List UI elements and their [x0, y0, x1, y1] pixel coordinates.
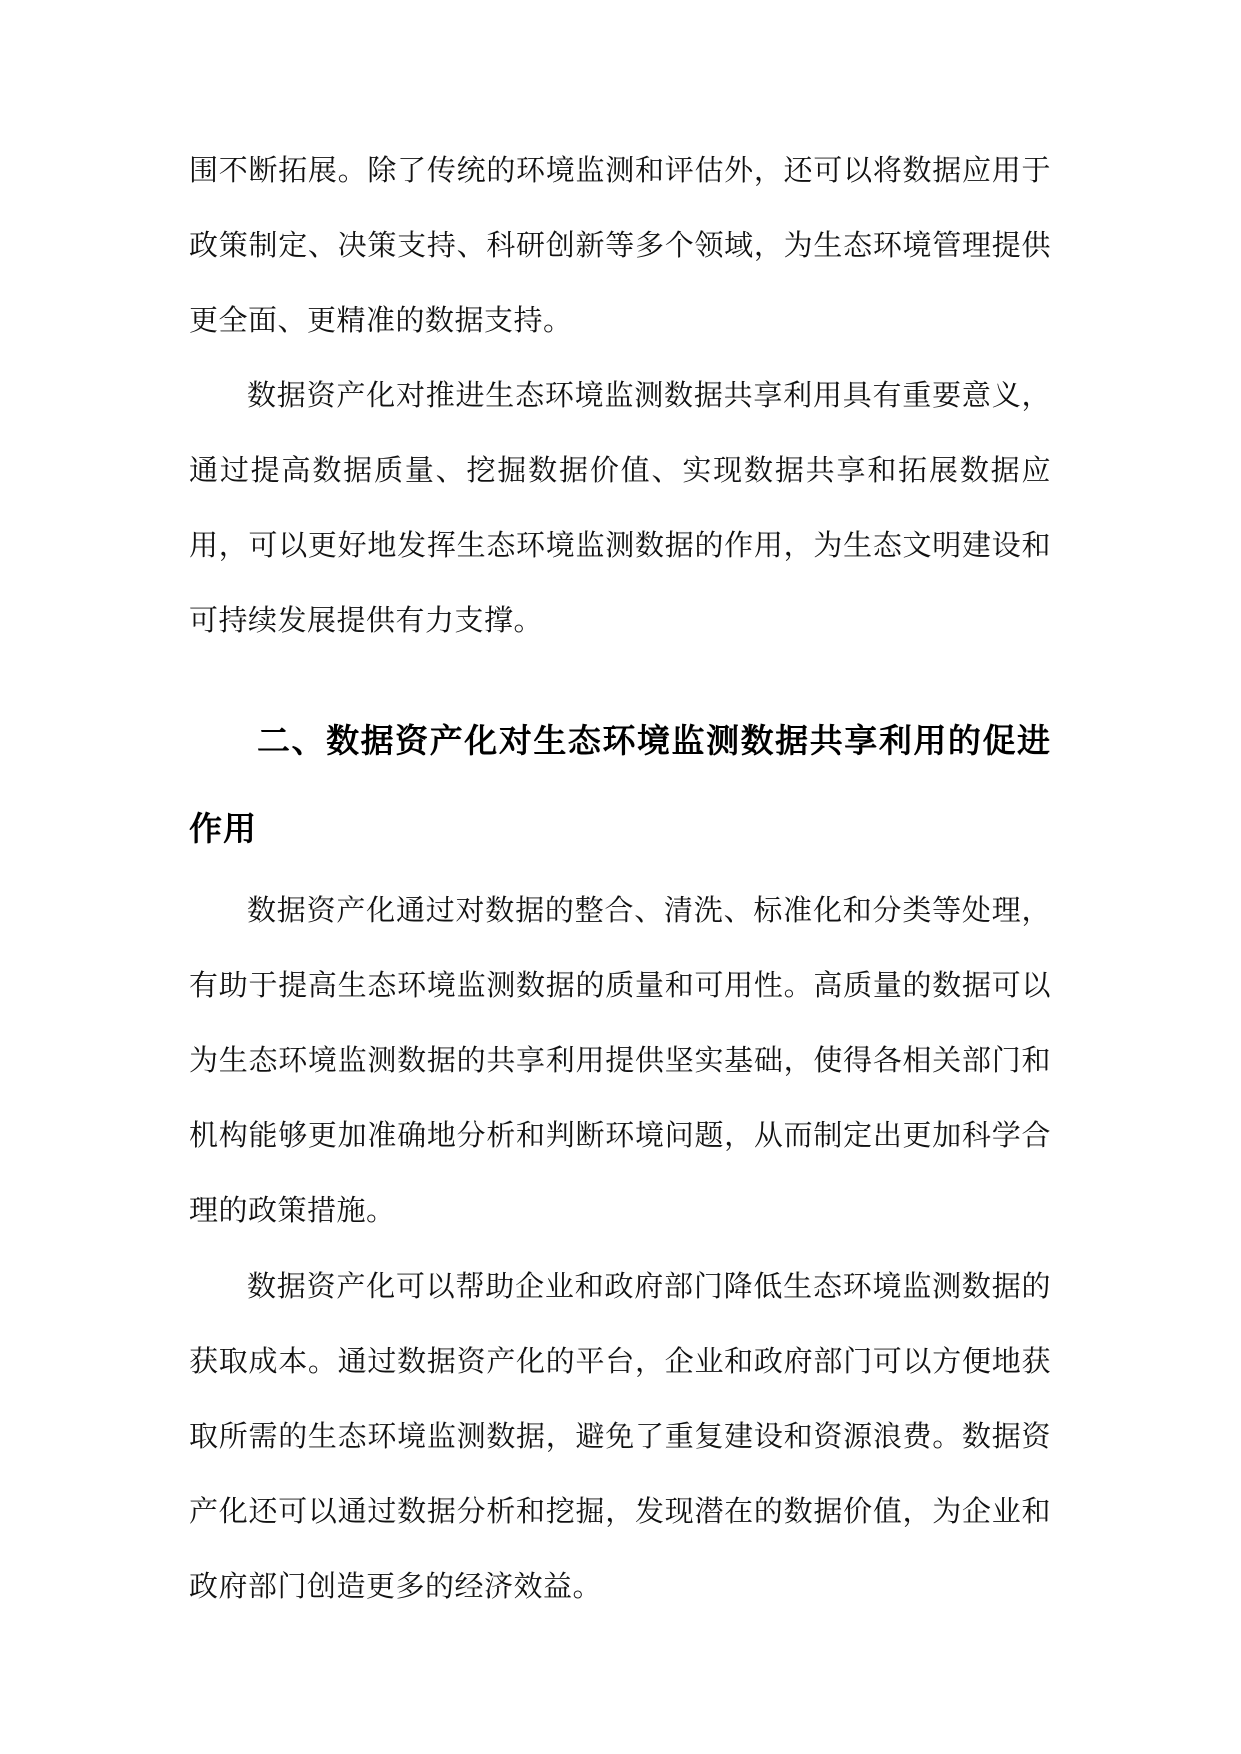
section-heading: 二、数据资产化对生态环境监测数据共享利用的促进作用	[189, 721, 1051, 848]
paragraph-continuation: 围不断拓展。除了传统的环境监测和评估外，还可以将数据应用于政策制定、决策支持、科研创新等多个领域，为生态环境管理提供更全面、更精准的数据支持。	[189, 153, 1051, 337]
paragraph-data-quality: 数据资产化通过对数据的整合、清洗、标准化和分类等处理，有助于提高生态环境监测数据的质量和可用性。高质量的数据可以为生态环境监测数据的共享利用提供坚实基础，使得各相关部门和机构能够更加准确地分析和判断环境问题，从而制定出更加科学合理的政策措施。	[189, 893, 1051, 1227]
paragraph-significance: 数据资产化对推进生态环境监测数据共享利用具有重要意义，通过提高数据质量、挖掘数据价值、实现数据共享和拓展数据应用，可以更好地发挥生态环境监测数据的作用，为生态文明建设和可持续发展提供有力支撑。	[189, 378, 1051, 637]
paragraph-cost-reduction: 数据资产化可以帮助企业和政府部门降低生态环境监测数据的获取成本。通过数据资产化的平台，企业和政府部门可以方便地获取所需的生态环境监测数据，避免了重复建设和资源浪费。数据资产化还可以通过数据分析和挖掘，发现潜在的数据价值，为企业和政府部门创造更多的经济效益。	[189, 1269, 1051, 1603]
